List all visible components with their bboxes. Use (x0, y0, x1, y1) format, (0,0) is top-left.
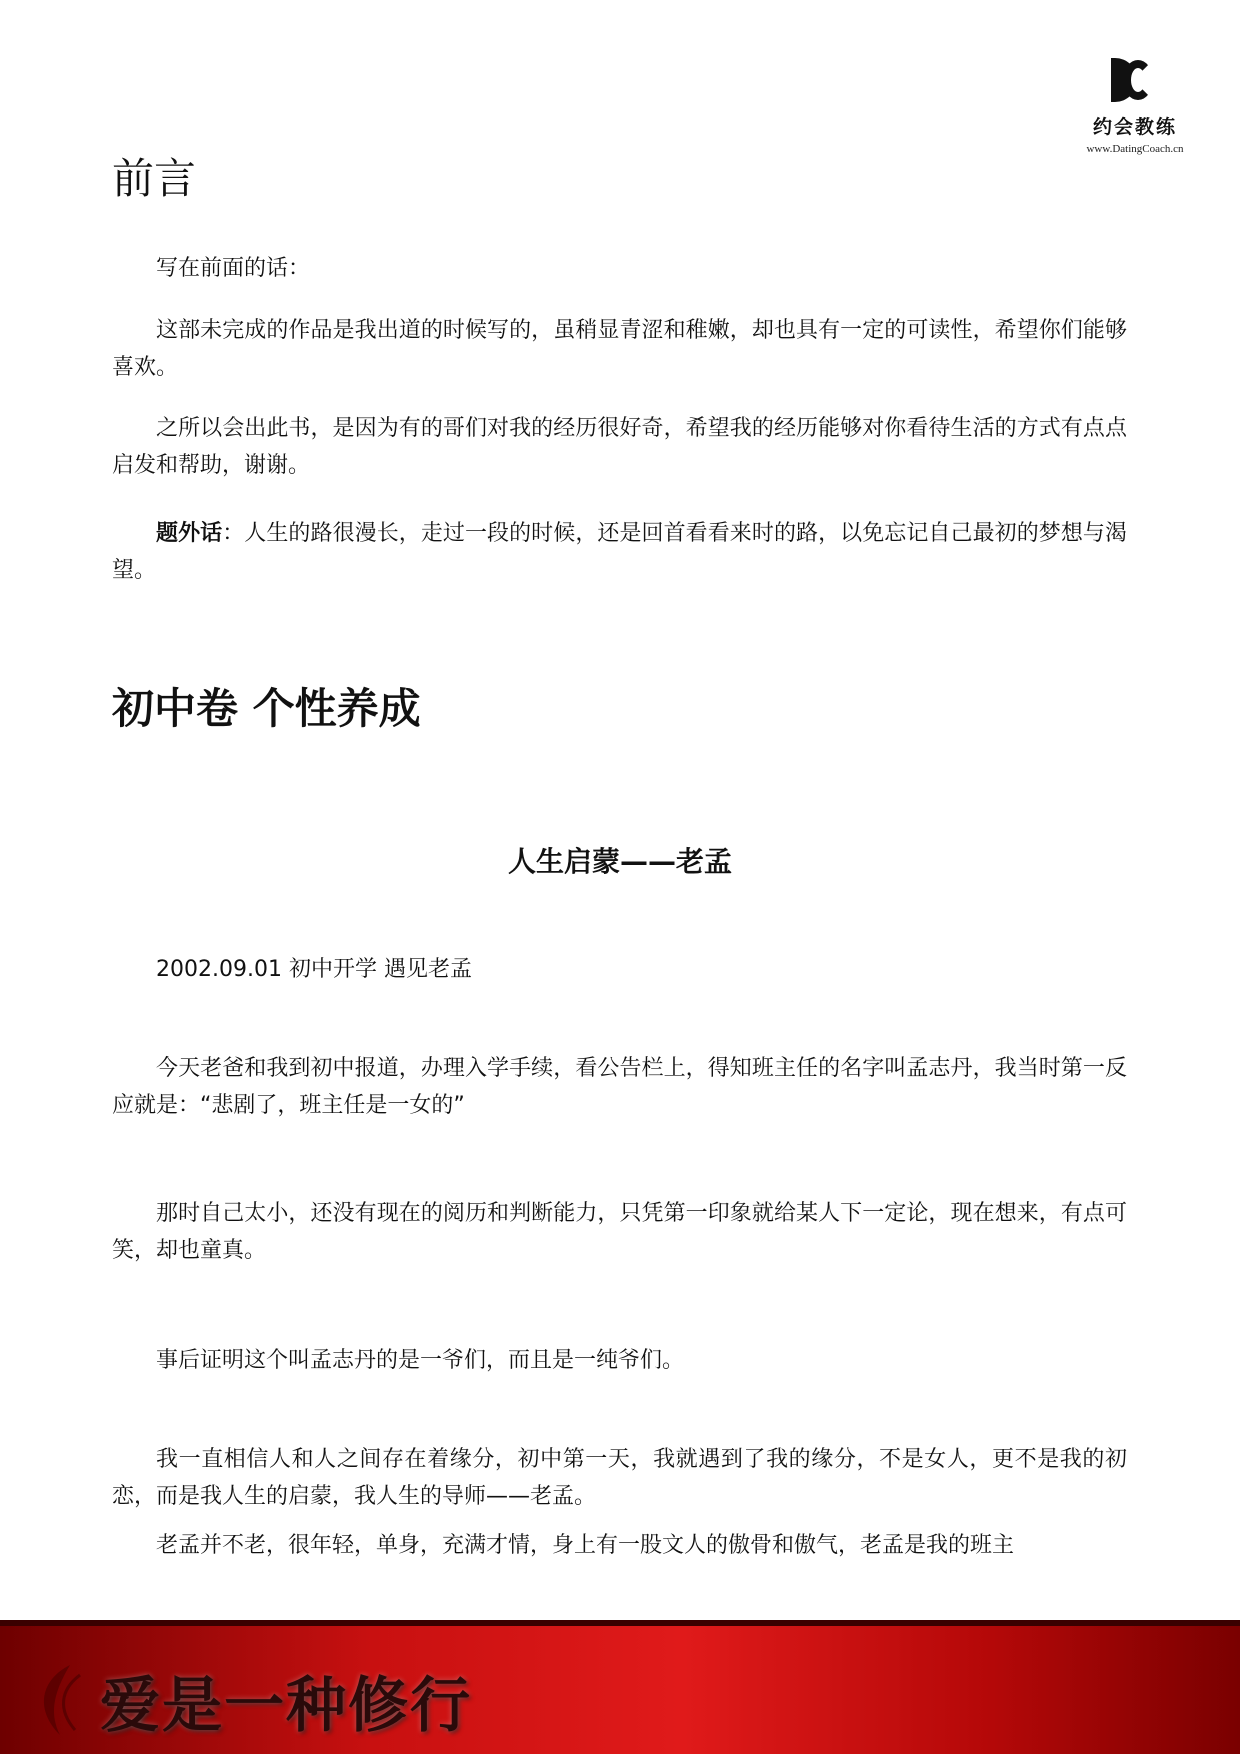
footer-banner (0, 1620, 1240, 1754)
aside-text: ：人生的路很漫长，走过一段的时候，还是回首看看来时的路，以免忘记自己最初的梦想与渴望。 (112, 521, 1127, 583)
logo-url: www.DatingCoach.cn (1086, 143, 1184, 155)
aside-label: 题外话 (156, 521, 223, 546)
preface-paragraph: 这部未完成的作品是我出道的时候写的，虽稍显青涩和稚嫩，却也具有一定的可读性，希望你们能够喜欢。 (112, 318, 1127, 380)
volume-title: 初中卷 个性养成 (112, 684, 421, 733)
preface-title: 前言 (112, 154, 197, 203)
footer-tagline: 爱是一种修行 (100, 1671, 472, 1741)
chapter-paragraph: 老孟并不老，很年轻，单身，充满才情，身上有一股文人的傲骨和傲气，老孟是我的班主 (156, 1533, 1015, 1558)
chapter-paragraph: 事后证明这个叫孟志丹的是一爷们，而且是一纯爷们。 (156, 1348, 685, 1373)
preface-aside (112, 515, 1127, 589)
chapter-title: 人生启蒙——老孟 (507, 845, 732, 878)
chapter-paragraph: 那时自己太小，还没有现在的阅历和判断能力，只凭第一印象就给某人下一定论，现在想来，有点可笑，却也童真。 (112, 1201, 1127, 1263)
dc-logo-icon (1105, 50, 1165, 110)
logo-name: 约会教练 (1092, 116, 1177, 138)
preface-paragraph: 之所以会出此书，是因为有的哥们对我的经历很好奇，希望我的经历能够对你看待生活的方式有点点启发和帮助，谢谢。 (112, 416, 1127, 478)
swirl-decoration-icon (30, 1660, 90, 1740)
chapter-paragraph: 我一直相信人和人之间存在着缘分，初中第一天，我就遇到了我的缘分，不是女人，更不是我的初恋，而是我人生的启蒙，我人生的导师——老孟。 (112, 1447, 1127, 1509)
chapter-paragraph: 今天老爸和我到初中报道，办理入学手续，看公告栏上，得知班主任的名字叫孟志丹，我当时第一反应就是：“悲剧了，班主任是一女的” (112, 1056, 1127, 1118)
chapter-dateline: 2002.09.01 初中开学 遇见老孟 (156, 957, 472, 982)
preface-paragraph: 写在前面的话： (156, 256, 311, 281)
brand-logo (1065, 50, 1205, 155)
